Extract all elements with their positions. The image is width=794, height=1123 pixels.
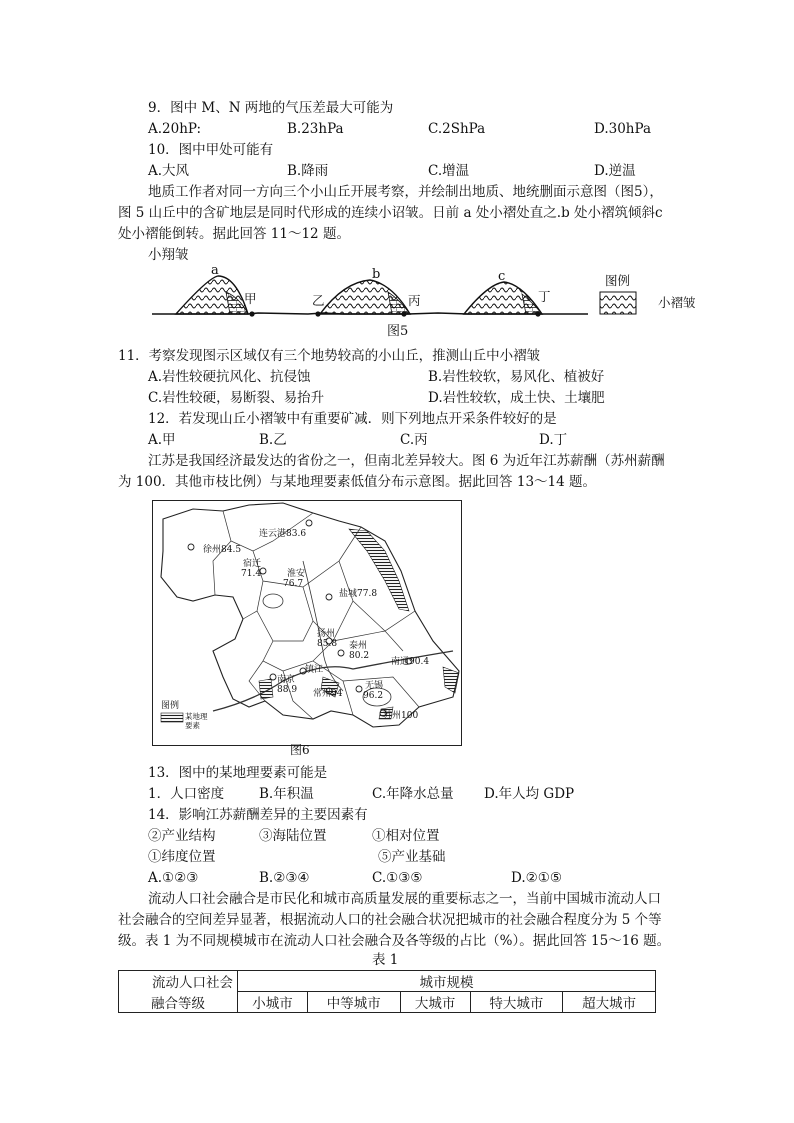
q14-option-c: C.①③⑤	[372, 870, 423, 886]
q12-option-c: C.丙	[400, 432, 428, 448]
intro5-line4: 小翔皱	[148, 247, 189, 263]
q13-option-c: C.年降水总量	[372, 786, 454, 802]
q13-option-b: B.年积温	[259, 786, 314, 802]
q11-option-a: A.岩性较硬抗风化、抗侵蚀	[148, 369, 311, 385]
fig6-legend-item2: 要素	[185, 721, 200, 730]
intro6-line1: 江苏是我国经济最发达的省份之一，但南北差异较大。图 6 为近年江苏薪酬（苏州薪酬	[148, 453, 665, 469]
q14-stem: 14．影响江苏薪酬差异的主要因素有	[148, 807, 368, 823]
q11-option-c: C.岩性较硬，易断裂、易抬升	[148, 390, 325, 406]
q14-item-3: ①相对位置	[372, 828, 440, 844]
hill-b	[320, 280, 410, 314]
fig5-point-bing: 丙	[408, 293, 421, 308]
q9-option-b: B.23hPa	[287, 121, 344, 137]
q14-item-1: ②产业结构	[148, 828, 216, 844]
q11-option-b: B.岩性较软，易风化、植被好	[428, 369, 605, 385]
q10-option-b: B.降雨	[287, 163, 329, 179]
city-wuxi-value: 96.2	[363, 691, 384, 701]
q9-stem: 9．图中 M、N 两地的气压差最大可能为	[148, 100, 394, 116]
table-col-large: 大城市	[400, 992, 470, 1013]
table-header-row-1	[119, 971, 656, 992]
city-lianyungang: 连云港83.6	[259, 529, 307, 539]
fig5-point-jia: 甲	[244, 291, 257, 306]
hill-a	[176, 276, 248, 314]
province-outline	[161, 503, 459, 727]
table-header-row-2	[119, 992, 656, 1013]
fig5-label-b: b	[372, 267, 381, 282]
fig6-legend-swatch	[161, 713, 183, 722]
city-changzhou: 常州94	[313, 689, 343, 699]
table-row-header-1: 流动人口社会	[119, 971, 238, 992]
intro15-line2: 社会融合的空间差异显著，根据流动人口的社会融合状况把城市的社会融合程度分为 5 个等	[118, 912, 662, 928]
q10-option-d: D.逆温	[594, 163, 636, 179]
fig5-label-a: a	[211, 263, 219, 278]
city-suqian: 宿迁	[243, 559, 262, 569]
table-col-small: 小城市	[238, 992, 308, 1013]
point-bing	[401, 311, 406, 316]
city-borders	[213, 511, 419, 719]
q9-option-c: C.2ShPa	[428, 121, 486, 137]
intro15-line3: 级。表 1 为不同规模城市在流动人口社会融合及各等级的占比（%）。据此回答 15～16 题。	[118, 933, 671, 949]
q10-option-c: C.增温	[428, 163, 470, 179]
fig6-caption: 图6	[290, 743, 310, 757]
city-suqian-value: 71.4	[241, 569, 262, 579]
q12-option-d: D.丁	[539, 432, 568, 448]
fig5-point-yi: 乙	[312, 293, 325, 308]
table-group-header: 城市规模	[238, 971, 656, 992]
point-jia	[249, 311, 254, 316]
fig5-label-c: c	[498, 269, 506, 284]
q13-stem: 13．图中的某地理要素可能是	[148, 765, 328, 781]
table-1	[118, 970, 656, 1013]
fig5-legend-title: 图例	[605, 273, 631, 288]
q14-option-a: A.①②③	[148, 870, 199, 886]
figure-6-map	[152, 500, 462, 746]
legend-swatch	[600, 292, 636, 314]
jiangsu-map	[153, 501, 461, 745]
q10-stem: 10．图中甲处可能有	[148, 142, 274, 158]
q14-item-5: ⑤产业基础	[378, 849, 446, 865]
table-row-header-2: 融合等级	[119, 992, 238, 1013]
q10-option-a: A.大风	[148, 163, 190, 179]
table-col-mega: 超大城市	[563, 992, 656, 1013]
q14-option-b: B.②③④	[259, 870, 310, 886]
q13-option-d: D.年人均 GDP	[484, 786, 575, 802]
q12-option-a: A.甲	[148, 432, 176, 448]
fig6-legend-item1: 某地理	[185, 712, 208, 721]
point-ding	[535, 311, 540, 316]
table1-title: 表 1	[372, 952, 399, 968]
intro15-line1: 流动人口社会融合是市民化和城市高质量发展的重要标志之一，当前中国城市流动人口	[148, 891, 661, 907]
fig5-caption: 图5	[387, 324, 409, 339]
fig5-point-ding: 丁	[538, 289, 551, 304]
hill-c	[464, 282, 542, 314]
q12-stem: 12．若发现山丘小褶皱中有重要矿减．则下列地点开采条件较好的是	[148, 411, 557, 427]
city-suzhou: 苏州100	[383, 711, 419, 721]
city-yangzhou: 扬州	[317, 629, 336, 639]
city-taizhou-value: 80.2	[349, 651, 370, 661]
city-huaian-value: 76.7	[283, 579, 304, 589]
intro5-line3: 处小褶能倒转。据此回答 11～12 题。	[118, 226, 350, 242]
q9-option-a: A.20hP:	[148, 121, 202, 137]
city-yangzhou-value: 85.8	[317, 639, 338, 649]
q14-option-d: D.②①⑤	[511, 870, 562, 886]
fig5-legend-item: 小褶皱	[658, 295, 696, 310]
city-yancheng: 盐城77.8	[339, 589, 378, 599]
point-yi	[315, 311, 320, 316]
q11-stem: 11．考察发现图示区域仅有三个地势较高的小山丘，推测山丘中小褶皱	[118, 348, 541, 364]
table-col-extra-large: 特大城市	[470, 992, 563, 1013]
city-huaian: 淮安	[287, 569, 306, 579]
q14-item-2: ③海陆位置	[259, 828, 327, 844]
intro5-line1: 地质工作者对同一方向三个小山丘开展考察，并绘制出地质、地统删面示意图（图5），	[148, 184, 663, 200]
q14-item-4: ①纬度位置	[148, 849, 216, 865]
q9-option-d: D.30hPa	[594, 121, 652, 137]
fig6-legend-title: 图例	[161, 701, 180, 711]
city-xuzhou: 徐州84.5	[203, 545, 242, 555]
city-wuxi: 无锡	[365, 681, 384, 691]
intro5-line2: 图 5 山丘中的含矿地层是同时代形成的连续小诏皱。日前 a 处小褶处直之.b 处小褶筑倾斜c	[118, 205, 663, 221]
intro6-line2: 为 100．其他市枝比例）与某地理要素低值分布示意图。据此回答 13～14 题。	[118, 474, 596, 490]
q12-option-b: B.乙	[259, 432, 287, 448]
city-taizhou: 泰州	[349, 641, 368, 651]
table-col-medium: 中等城市	[307, 992, 400, 1013]
city-nantong: 南通90.4	[391, 657, 430, 667]
city-nanjing-value: 88.9	[277, 685, 298, 695]
q13-option-a: 1．人口密度	[148, 786, 225, 802]
q11-option-d: D.岩性较软，成土快、土壤肥	[428, 390, 605, 406]
lake-hongze	[263, 594, 283, 608]
city-zhenjiang: 镇江	[305, 665, 324, 675]
city-nanjing: 南京	[277, 675, 296, 685]
